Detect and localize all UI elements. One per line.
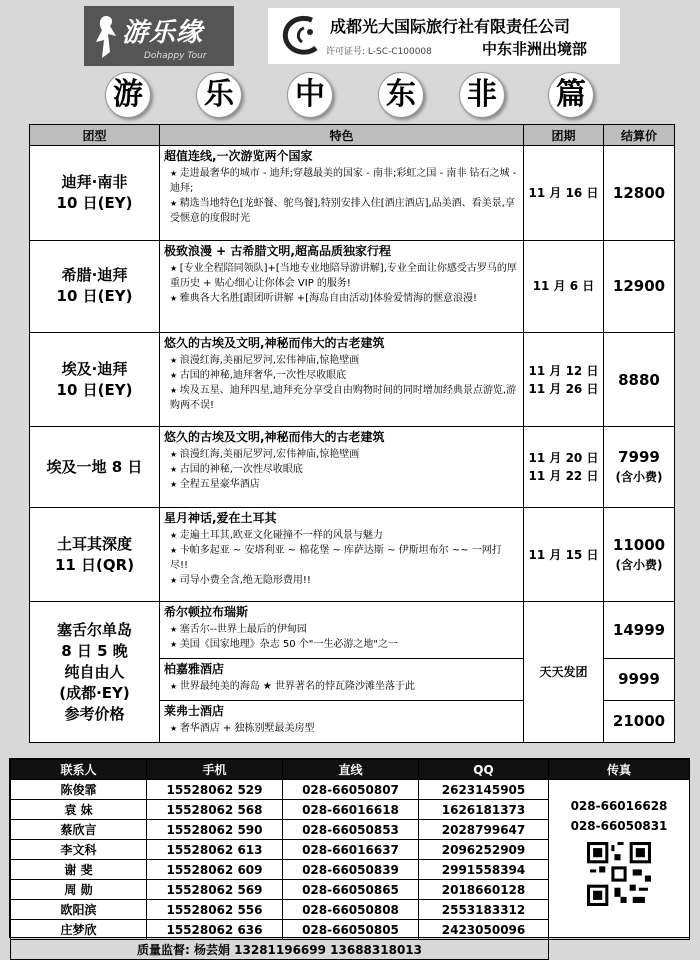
route-line: 11 日(QR) [54, 555, 135, 574]
price-cell [604, 240, 675, 332]
hotel-cell [160, 700, 524, 742]
features-cell [160, 332, 524, 426]
contact-name: 谢 斐 [11, 860, 147, 880]
route-line: 纯自由人 [64, 662, 125, 681]
price-cell [604, 427, 675, 507]
date-cell [524, 332, 604, 426]
tour-table [29, 124, 675, 743]
contact-qq: 1626181373 [419, 800, 549, 820]
contact-mobile: 15528062 556 [147, 900, 283, 920]
hotel-name: 希尔顿拉布瑞斯 [164, 605, 249, 620]
table-row [30, 146, 675, 240]
price-cell [604, 700, 675, 742]
route-cell [30, 240, 160, 332]
tour-date: 11 月 22 日 [528, 469, 599, 484]
route-line: 迪拜·南非 [61, 172, 128, 191]
tour-date: 天天发团 [539, 665, 588, 680]
company-emblem-icon [276, 12, 324, 60]
route-line: 8 日 5 晚 [61, 641, 128, 660]
features-cell [160, 507, 524, 601]
contacts-header: QQ [419, 760, 549, 780]
price-cell [604, 146, 675, 240]
contacts-header-row [11, 760, 690, 780]
route-line: 埃及·迪拜 [61, 359, 128, 378]
contact-row [11, 780, 690, 800]
date-cell [524, 146, 604, 240]
price-value: 11000 [612, 535, 666, 554]
table-row [30, 240, 675, 332]
route-cell [30, 507, 160, 601]
brand-logo [84, 6, 234, 66]
contact-line: 028-66050839 [283, 860, 419, 880]
price-cell [604, 332, 675, 426]
route-cell [30, 602, 160, 743]
date-cell [524, 427, 604, 507]
feature-bullet: ★ 世界最纯美的海岛 ★ 世界著名的悖瓦隆沙滩坐落于此 [164, 679, 519, 694]
qr-code-icon [587, 842, 651, 906]
contact-qq: 2018660128 [419, 880, 549, 900]
price-value: 7999 [618, 448, 660, 467]
tour-date: 11 月 6 日 [532, 279, 595, 294]
hotel-name: 莱弗士酒店 [164, 703, 225, 718]
tour-date: 11 月 15 日 [528, 547, 599, 562]
col-header-route: 团型 [30, 125, 160, 146]
features-cell [160, 146, 524, 240]
company-name: 成都光大国际旅行社有限责任公司 [330, 17, 571, 36]
feature-bullet: ★ 卡帕多起亚 ~ 安塔利亚 ~ 棉花堡 ~ 库萨达斯 ~ 伊斯坦布尔 ~~ 一网打尽!! [164, 543, 519, 573]
supervision-row [11, 940, 690, 960]
tour-date: 11 月 16 日 [528, 185, 599, 200]
title-char: 乐 [196, 72, 242, 118]
feature-bullet: ★ 司导小费全含,绝无隐形费用!! [164, 573, 519, 588]
quality-supervision: 质量监督: 杨芸娟 13281196699 13688318013 [11, 940, 549, 960]
feature-bullet: ★ 走遍土耳其,欧亚文化碰撞不一样的风景与魅力 [164, 528, 519, 543]
feature-bullet: ★ 全程五星豪华酒店 [164, 477, 519, 492]
contact-name: 陈俊霏 [11, 780, 147, 800]
feature-heading: 星月神话,爱在土耳其 [164, 510, 277, 525]
contact-qq: 2623145905 [419, 780, 549, 800]
contact-name: 欧阳滨 [11, 900, 147, 920]
contact-mobile: 15528062 636 [147, 920, 283, 940]
route-line: 土耳其深度 [56, 534, 132, 553]
feature-bullet: ★ 奢华酒店 + 独栋别墅最美房型 [164, 721, 519, 736]
contact-name: 袁 妹 [11, 800, 147, 820]
price-value: 8880 [618, 370, 660, 389]
feature-heading: 极致浪漫 + 古希腊文明,超高品质独家行程 [164, 243, 391, 258]
contact-line: 028-66050865 [283, 880, 419, 900]
feature-heading: 超值连线,一次游览两个国家 [164, 149, 313, 164]
title-char: 游 [105, 72, 151, 118]
price-cell [604, 602, 675, 658]
price-note: (含小费) [615, 470, 663, 485]
col-header-features: 特色 [160, 125, 524, 146]
route-line: 塞舌尔单岛 [56, 620, 132, 639]
contact-line: 028-66016637 [283, 840, 419, 860]
price-value: 12800 [612, 183, 666, 202]
feature-bullet: ★ 埃及五星、迪拜四星,迪拜充分享受自由购物时间的同时增加经典景点游览,游购两不误! [164, 383, 519, 413]
contacts-header: 联系人 [11, 760, 147, 780]
contact-qq: 2028799647 [419, 820, 549, 840]
col-header-dates: 团期 [524, 125, 604, 146]
feature-bullet: ★ 浪漫红海,美丽尼罗河,宏伟神庙,惊艳壁画 [164, 353, 519, 368]
price-value: 21000 [612, 712, 666, 731]
feature-heading: 悠久的古埃及文明,神秘而伟大的古老建筑 [164, 430, 385, 445]
brand-slogan: Dohappy Tour [144, 51, 207, 61]
contact-mobile: 15528062 568 [147, 800, 283, 820]
title-char: 篇 [548, 72, 594, 118]
route-line: 希腊·迪拜 [61, 266, 128, 285]
table-row [30, 602, 675, 658]
fax-number: 028-66016628 [570, 799, 668, 813]
contact-line: 028-66050853 [283, 820, 419, 840]
feature-bullet: ★ 走进最奢华的城市 - 迪拜;穿越最美的国家 - 南非;彩虹之国 - 南非 钻石之城 - 迪拜; [164, 166, 519, 196]
tour-date: 11 月 26 日 [528, 381, 599, 396]
dancer-icon [90, 12, 122, 60]
license-number: 许可证号: L-SC-C100008 [326, 47, 432, 57]
contacts-table [10, 759, 690, 960]
title-char: 中 [287, 72, 333, 118]
route-line: 10 日(EY) [56, 380, 133, 399]
route-line: 10 日(EY) [56, 193, 133, 212]
price-note: (含小费) [615, 557, 663, 572]
title-char: 非 [459, 72, 505, 118]
feature-bullet: ★ 古国的神秘,迪拜奢华,一次性尽收眼底 [164, 368, 519, 383]
contacts-header: 传真 [549, 760, 690, 780]
contact-name: 庄梦欣 [11, 920, 147, 940]
hotel-cell [160, 602, 524, 658]
price-cell [604, 658, 675, 700]
feature-bullet: ★ 浪漫红海,美丽尼罗河,宏伟神庙,惊艳壁画 [164, 447, 519, 462]
department-name: 中东非洲出境部 [482, 40, 588, 58]
contact-line: 028-66050805 [283, 920, 419, 940]
table-row [30, 507, 675, 601]
contact-name: 周 勋 [11, 880, 147, 900]
feature-bullet: ★ 美国《国家地理》杂志 50 个"一生必游之地"之一 [164, 637, 519, 652]
contact-name: 李文科 [11, 840, 147, 860]
contact-qq: 2991558394 [419, 860, 549, 880]
route-cell [30, 146, 160, 240]
contacts-header: 手机 [147, 760, 283, 780]
hotel-name: 柏嘉雅酒店 [164, 661, 225, 676]
price-cell [604, 507, 675, 601]
contact-mobile: 15528062 609 [147, 860, 283, 880]
brand-name: 游乐缘 [122, 18, 204, 48]
contact-qq: 2423050096 [419, 920, 549, 940]
date-cell [524, 602, 604, 743]
tour-date: 11 月 12 日 [528, 363, 599, 378]
route-cell [30, 427, 160, 507]
contact-line: 028-66016618 [283, 800, 419, 820]
hotel-cell [160, 658, 524, 700]
route-line: 参考价格 [64, 704, 125, 723]
table-row [30, 332, 675, 426]
fax-number: 028-66050831 [570, 819, 668, 833]
date-cell [524, 507, 604, 601]
feature-bullet: ★ 雅典各大名胜[跟团听讲解 +[海岛自由活动]体验爱情海的惬意浪漫! [164, 291, 519, 306]
col-header-price: 结算价 [604, 125, 675, 146]
feature-bullet: ★ 塞舌尔--世界上最后的伊甸园 [164, 622, 519, 637]
contacts-header: 直线 [283, 760, 419, 780]
title-char: 东 [378, 72, 424, 118]
features-cell [160, 240, 524, 332]
feature-bullet: ★ 古国的神秘,一次性尽收眼底 [164, 462, 519, 477]
contact-mobile: 15528062 590 [147, 820, 283, 840]
contact-name: 蔡欣言 [11, 820, 147, 840]
table-header-row [30, 125, 675, 146]
fax-cell [549, 780, 690, 940]
company-logo [268, 8, 620, 64]
contact-mobile: 15528062 569 [147, 880, 283, 900]
route-line: (成都·EY) [59, 683, 130, 702]
contact-qq: 2553183312 [419, 900, 549, 920]
table-row [30, 427, 675, 507]
route-line: 埃及一地 8 日 [46, 457, 143, 476]
contact-line: 028-66050808 [283, 900, 419, 920]
price-value: 14999 [612, 620, 666, 639]
page-title [0, 72, 700, 120]
contact-mobile: 15528062 529 [147, 780, 283, 800]
feature-heading: 悠久的古埃及文明,神秘而伟大的古老建筑 [164, 335, 385, 350]
contact-line: 028-66050807 [283, 780, 419, 800]
price-value: 9999 [618, 670, 660, 689]
contact-mobile: 15528062 613 [147, 840, 283, 860]
feature-bullet: ★ 精选当地特色[龙虾餐、鸵鸟餐],特别安排入住[酒庄酒店],品美酒、看美景,享受惬意的度假时光 [164, 196, 519, 226]
features-cell [160, 427, 524, 507]
tour-date: 11 月 20 日 [528, 451, 599, 466]
date-cell [524, 240, 604, 332]
feature-bullet: ★ [专业全程陪同领队]+[当地专业地陪导游讲解],专业全面让你感受古罗马的厚重历史 + 贴心细心让你体会 VIP 的服务! [164, 261, 519, 291]
route-line: 10 日(EY) [56, 287, 133, 306]
route-cell [30, 332, 160, 426]
price-value: 12900 [612, 277, 666, 296]
contact-qq: 2096252909 [419, 840, 549, 860]
contacts-panel [9, 758, 690, 957]
